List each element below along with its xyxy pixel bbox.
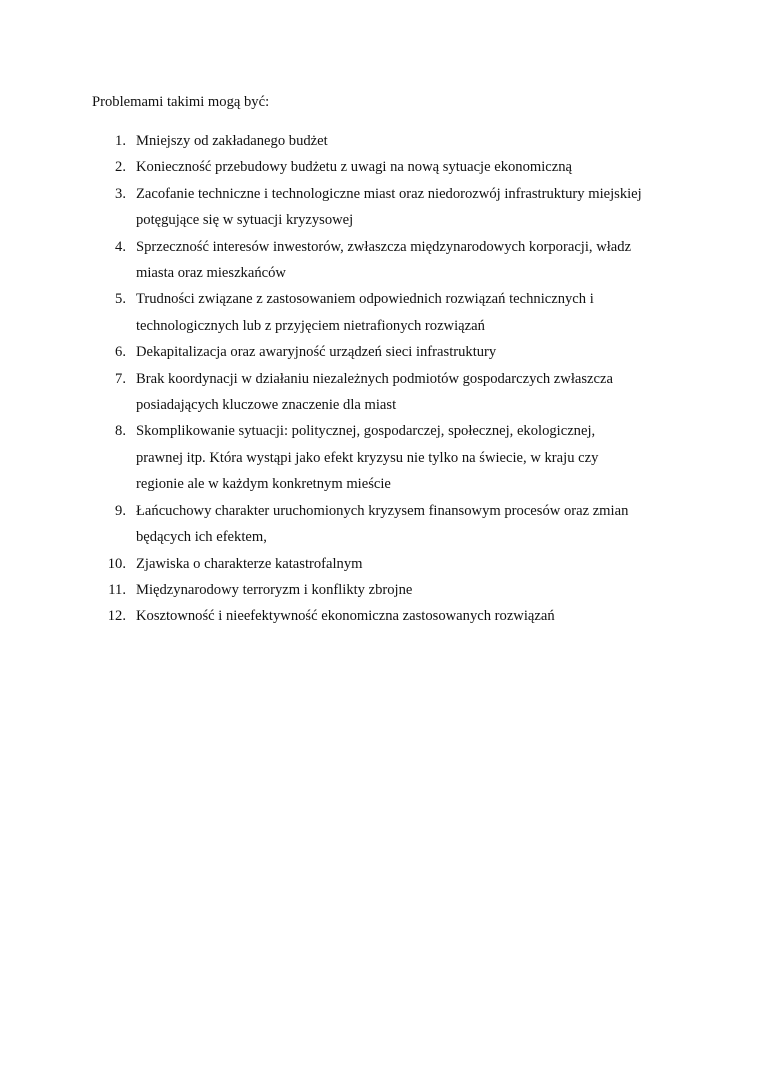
list-item-number: 5. bbox=[115, 291, 126, 308]
list-item-text: Zacofanie techniczne i technologiczne miast oraz niedorozwój infrastruktury miejskiej potęgujące się w sytuacji kryzysowej bbox=[136, 185, 642, 229]
list-item-number: 10. bbox=[107, 555, 126, 572]
list-item-text: Skomplikowanie sytuacji: politycznej, gospodarczej, społecznej, ekologicznej, prawnej itp. Która wystąpi jako efekt kryzysu nie tylko na świecie, w kraju czy regionie ale w każdym konkretnym mieście bbox=[136, 423, 599, 493]
list-item-text: Konieczność przebudowy budżetu z uwagi na nową sytuacje ekonomiczną bbox=[136, 159, 573, 176]
list-item-number: 7. bbox=[115, 370, 126, 387]
list-item-text: Brak koordynacji w działaniu niezależnych podmiotów gospodarczych zwłaszcza posiadających kluczowe znaczenie dla miast bbox=[136, 370, 613, 414]
list-item-number: 3. bbox=[115, 185, 126, 202]
list-item-number: 12. bbox=[107, 608, 126, 625]
list-item bbox=[92, 498, 692, 551]
list-item bbox=[92, 418, 692, 497]
list-item bbox=[92, 603, 692, 629]
list-item-text: Trudności związane z zastosowaniem odpowiednich rozwiązań technicznych i technologicznych lub z przyjęciem nietrafionych rozwiązań bbox=[136, 291, 594, 334]
list-item bbox=[92, 128, 692, 154]
list-item-number: 1. bbox=[115, 133, 126, 149]
list-item-number: 2. bbox=[115, 159, 126, 176]
problem-list bbox=[92, 128, 692, 630]
list-item-text: Zjawiska o charakterze katastrofalnym bbox=[136, 555, 363, 572]
list-item-text: Kosztowność i nieefektywność ekonomiczna zastosowanych rozwiązań bbox=[136, 608, 555, 625]
list-item bbox=[92, 286, 692, 339]
list-item-number: 4. bbox=[115, 238, 126, 255]
list-item-number: 8. bbox=[115, 423, 126, 440]
list-item-number: 9. bbox=[115, 502, 126, 519]
list-item bbox=[92, 551, 692, 577]
list-item-text: Łańcuchowy charakter uruchomionych kryzysem finansowym procesów oraz zmian będących ich efektem, bbox=[136, 502, 629, 546]
list-item bbox=[92, 366, 692, 419]
list-item bbox=[92, 181, 692, 234]
list-item bbox=[92, 154, 692, 180]
list-item bbox=[92, 339, 692, 365]
list-item-text: Sprzeczność interesów inwestorów, zwłaszcza międzynarodowych korporacji, władz miasta oraz mieszkańców bbox=[136, 238, 632, 282]
list-item-number: 11. bbox=[108, 581, 126, 598]
intro-text: Problemami takimi mogą być: bbox=[92, 94, 270, 110]
list-item-number: 6. bbox=[115, 344, 126, 361]
list-item-text: Międzynarodowy terroryzm i konflikty zbrojne bbox=[136, 581, 413, 598]
list-item-text: Dekapitalizacja oraz awaryjność urządzeń sieci infrastruktury bbox=[136, 344, 497, 361]
list-item bbox=[92, 577, 692, 603]
list-item bbox=[92, 234, 692, 287]
list-item-text: Mniejszy od zakładanego budżet bbox=[136, 133, 328, 149]
